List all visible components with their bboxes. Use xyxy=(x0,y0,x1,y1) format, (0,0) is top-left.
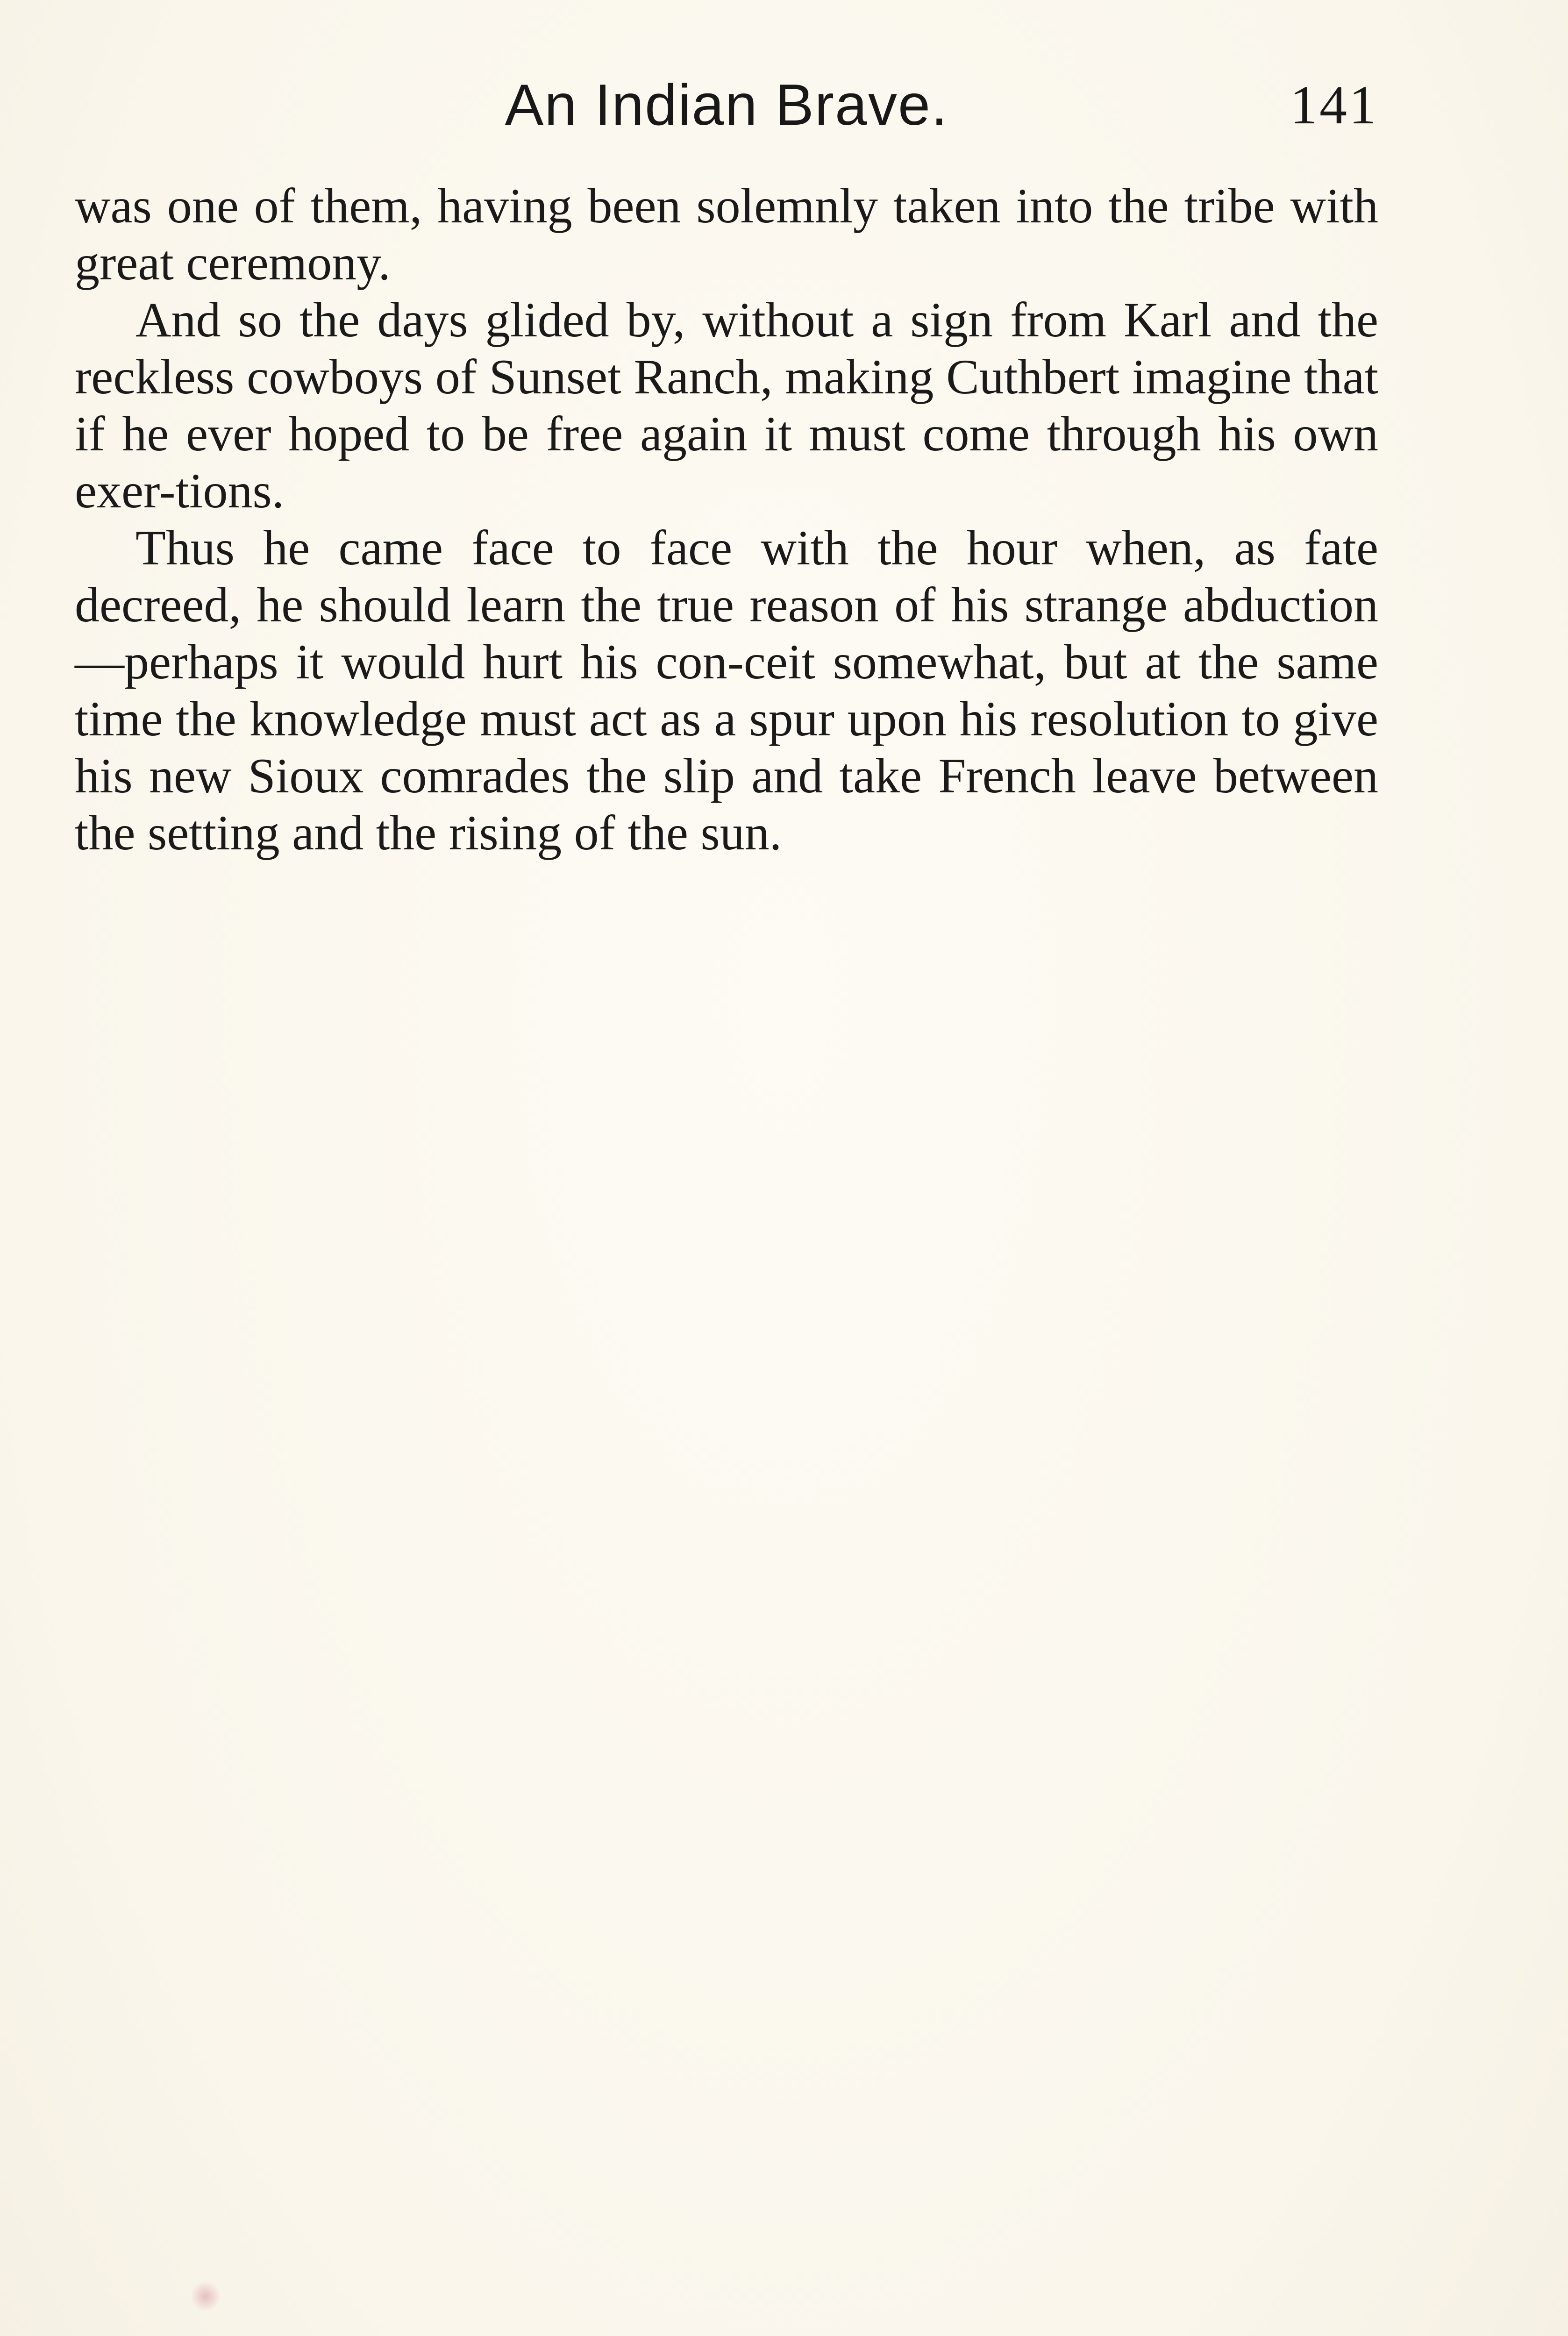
paragraph-3: Thus he came face to face with the hour when, as fate decreed, he should learn the true reason of his strange abduction—perhaps it would hurt his con-ceit somewhat, but at the same time the knowledge must act as a spur upon his resolution to give his new Sioux comrades the slip and take French leave between the setting and the rising of the sun. xyxy=(75,520,1378,860)
page-number: 141 xyxy=(1290,74,1378,135)
running-head xyxy=(75,70,1378,140)
paragraph-2: And so the days glided by, without a sign from Karl and the reckless cowboys of Sunset Ranch, making Cuthbert imagine that if he ever hoped to be free again it must come through his own exer-tions. xyxy=(75,292,1378,518)
paper-stain xyxy=(192,2280,220,2313)
body-text xyxy=(75,178,1378,862)
running-title: An Indian Brave. xyxy=(505,73,948,137)
paragraph-1: was one of them, having been solemnly taken into the tribe with great ceremony. xyxy=(75,178,1378,290)
